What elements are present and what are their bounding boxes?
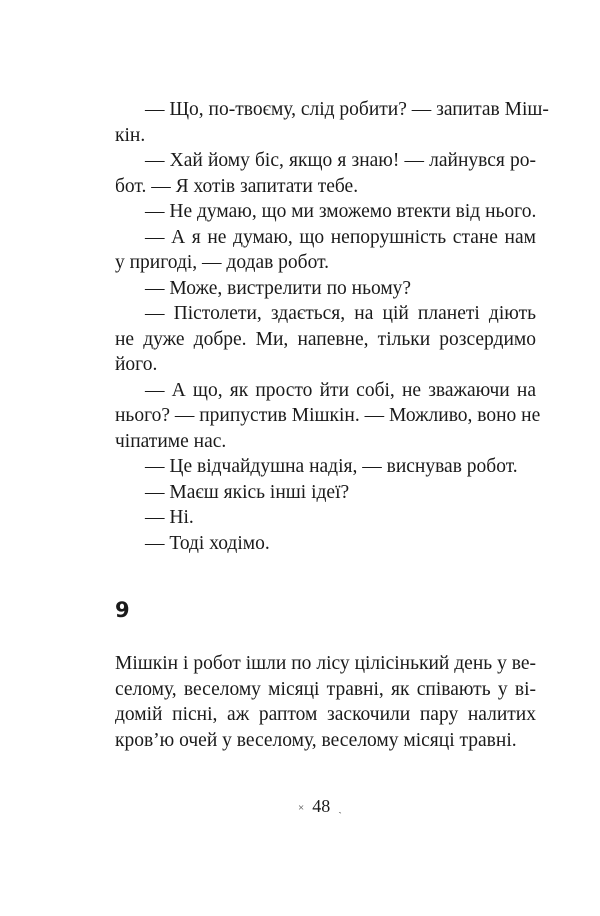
- text-line: кров’ю очей у веселому, веселому місяці травні.: [115, 729, 517, 751]
- text-line: селому, веселому місяці травні, як співають у ві-: [115, 678, 536, 700]
- text-line: — Тоді ходімо.: [145, 532, 270, 554]
- text-line: домій пісні, аж раптом заскочили пару налитих: [115, 704, 536, 725]
- text-line: його.: [115, 354, 158, 375]
- text-line: — Ні.: [145, 507, 194, 528]
- text-line: — Це відчайдушна надія, — виснував робот.: [145, 456, 518, 477]
- text-line: Мішкін і робот ішли по лісу цілісінький день у ве-: [115, 653, 536, 674]
- text-line: — Хай йому біс, якщо я знаю! — лайнувся ро-: [145, 150, 536, 171]
- dialogue-block: [115, 97, 549, 556]
- text-line: — Що, по-твоєму, слід робити? — запитав Міш-: [145, 99, 549, 120]
- text-line: бот. — Я хотів запитати тебе.: [115, 175, 359, 197]
- text-line: кін.: [115, 124, 146, 146]
- text-line: не дуже добре. Ми, напевне, тільки розсердимо: [115, 328, 536, 350]
- page-folio: [0, 796, 600, 817]
- text-line: — А що, як просто йти собі, не зважаючи на: [145, 379, 536, 401]
- text-line: — Не думаю, що ми зможемо втекти від нього.: [145, 201, 537, 222]
- text-line: — А я не думаю, що непорушність стане нам: [145, 226, 536, 248]
- chapter-paragraph: [115, 651, 536, 753]
- text-line: — Маєш якісь інші ідеї?: [145, 481, 350, 503]
- text-line: — Може, вистрелити по ньому?: [145, 277, 412, 299]
- text-line: у пригоді, — додав робот.: [115, 252, 330, 273]
- text-line: — Пістолети, здається, на цій планеті діють: [145, 303, 536, 324]
- folio-ornament-left: ×: [298, 801, 305, 814]
- page-number: 48: [312, 796, 331, 816]
- chapter-heading: 9: [115, 598, 130, 622]
- text-line: чіпатиме нас.: [115, 430, 227, 452]
- text-line: нього? — припустив Мішкін. — Можливо, воно не: [115, 405, 541, 426]
- folio-ornament-right: ˎ: [338, 801, 342, 814]
